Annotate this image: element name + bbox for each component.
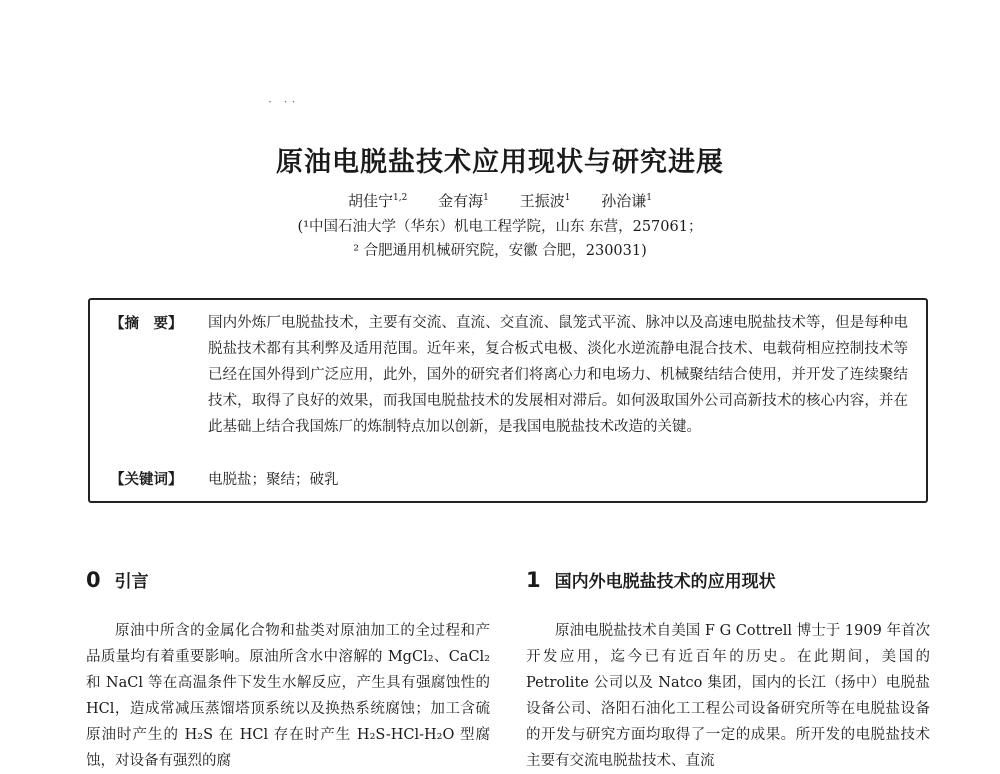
affiliation-2: ² 合肥通用机械研究院，安徽 合肥，230031) [353,243,647,259]
author [348,192,407,210]
header-dots: · ·· [268,95,300,109]
body-paragraph: 原油电脱盐技术自美国 F G Cottrell 博士于 1909 年首次开发应用，迄今已有近百年的历史。在此期间，美国的 Petrolite 公司以及 Natco 集团，国内的长江（扬中）电脱盐设备公司、洛阳石油化工工程公司设备研究所等在电脱盐设备的开发与研究方面均取得了一定的成果。所开发的电脱盐技术主要有交流电脱盐技术、直流 [526,623,930,769]
left-column [86,618,490,774]
affiliation-1: (¹中国石油大学（华东）机电工程学院，山东 东营，257061； [297,219,703,235]
author-name: 孙治谦 [601,192,647,210]
body-paragraph: 原油中所含的金属化合物和盐类对原油加工的全过程和产品质量均有着重要影响。原油所含水中溶解的 MgCl₂、CaCl₂ 和 NaCl 等在高温条件下发生水解反应，产生具有强腐蚀性的 HCl，造成常减压蒸馏塔顶系统以及换热系统腐蚀；加工含硫原油时产生的 H₂S 在 HCl 存在时产生 H₂S-HCl-H₂O 型腐蚀，对设备有强烈的腐 [86,623,490,769]
author-name: 金有海 [438,192,484,210]
author-affiliation-mark: 1 [483,193,489,203]
section-number: 0 [86,568,101,592]
right-column [526,618,930,774]
paper-title: 原油电脱盐技术应用现状与研究进展 [276,147,724,178]
author-name: 胡佳宁 [348,192,394,210]
abstract-label: 【摘 要】 [110,316,183,332]
abstract-box [88,298,928,503]
author [520,192,571,210]
author-affiliation-mark: 1,2 [393,193,408,203]
keywords-label: 【关键词】 [110,472,183,488]
author [601,192,652,210]
abstract-text: 国内外炼厂电脱盐技术，主要有交流、直流、交直流、鼠笼式平流、脉冲以及高速电脱盐技术等，但是每种电脱盐技术都有其利弊及适用范围。近年来，复合板式电极、淡化水逆流静电混合技术、电载荷相应控制技术等已经在国外得到广泛应用，此外，国外的研究者们将离心力和电场力、机械聚结结合使用，并开发了连续聚结技术，取得了良好的效果，而我国电脱盐技术的发展相对滞后。如何汲取国外公司高新技术的核心内容，并在此基础上结合我国炼厂的炼制特点加以创新，是我国电脱盐技术改造的关键。 [208,315,908,435]
author-list [0,190,1000,211]
keywords-text: 电脱盐；聚结；破乳 [208,472,339,488]
author-name: 王振波 [519,192,565,210]
section-title: 引言 [114,572,149,592]
section-heading-status [526,567,776,592]
section-title: 国内外电脱盐技术的应用现状 [554,572,776,592]
author-affiliation-mark: 1 [646,193,652,203]
author-affiliation-mark: 1 [564,193,571,203]
section-number: 1 [526,568,541,592]
author [438,192,489,210]
section-heading-introduction [86,567,149,592]
